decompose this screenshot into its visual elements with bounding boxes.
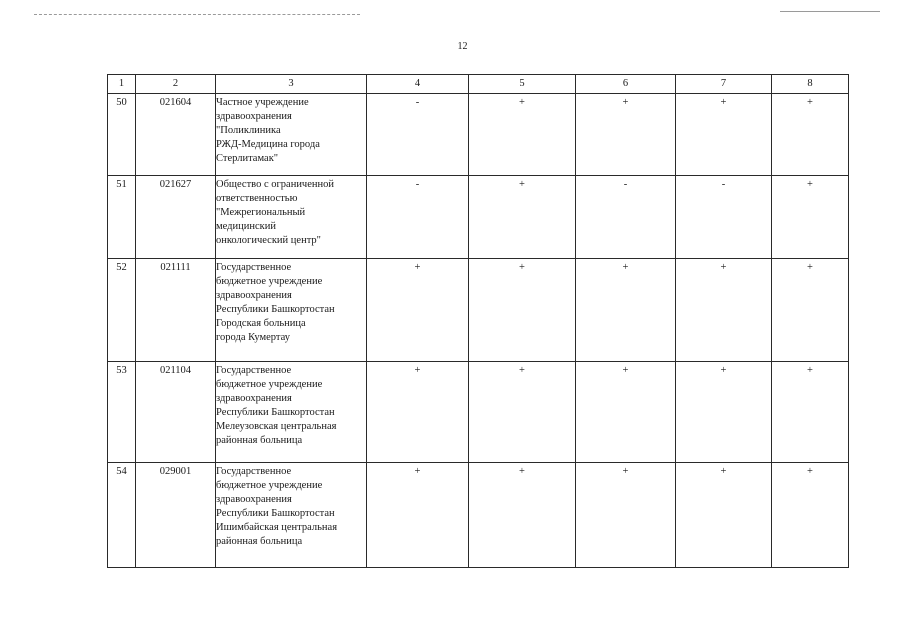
mark-col-8: +	[772, 463, 849, 568]
table-row	[108, 463, 849, 568]
mark-col-8: +	[772, 94, 849, 176]
registry-code: 021111	[136, 259, 216, 362]
organization-name-line: Республики Башкортостан	[216, 407, 335, 418]
column-header-8: 8	[772, 75, 849, 94]
row-number: 51	[108, 176, 136, 259]
column-header-6: 6	[576, 75, 676, 94]
mark-col-7: +	[676, 362, 772, 463]
mark-col-4: +	[367, 362, 469, 463]
mark-col-5: +	[469, 176, 576, 259]
column-header-4: 4	[367, 75, 469, 94]
mark-col-6: -	[576, 176, 676, 259]
organization-name	[216, 176, 367, 259]
organization-name-line: Общество с ограниченной	[216, 179, 334, 190]
mark-col-6: +	[576, 259, 676, 362]
organization-name-line: Государственное	[216, 262, 292, 273]
column-header-3: 3	[216, 75, 367, 94]
organization-name-line: города Кумертау	[216, 332, 290, 343]
registry-code: 029001	[136, 463, 216, 568]
scan-artifact-line-right	[780, 11, 880, 12]
mark-col-5: +	[469, 259, 576, 362]
table-row	[108, 176, 849, 259]
mark-col-4: +	[367, 463, 469, 568]
organization-name-line: здравоохранения	[216, 494, 292, 505]
organization-name-line: здравоохранения	[216, 393, 292, 404]
mark-col-6: +	[576, 94, 676, 176]
organization-name-line: здравоохранения	[216, 290, 292, 301]
mark-col-7: +	[676, 259, 772, 362]
organization-name-line: Республики Башкортостан	[216, 304, 335, 315]
organization-name-line: РЖД-Медицина города	[216, 139, 320, 150]
organization-name	[216, 94, 367, 176]
mark-col-7: +	[676, 463, 772, 568]
registry-code: 021627	[136, 176, 216, 259]
mark-col-5: +	[469, 463, 576, 568]
organization-name-line: онкологический центр"	[216, 235, 321, 246]
registry-code: 021604	[136, 94, 216, 176]
mark-col-7: -	[676, 176, 772, 259]
table-row	[108, 259, 849, 362]
header-row	[108, 75, 849, 94]
mark-col-4: -	[367, 94, 469, 176]
registry-code: 021104	[136, 362, 216, 463]
mark-col-8: +	[772, 176, 849, 259]
organization-name-line: Государственное	[216, 466, 292, 477]
organization-name-line: ответственностью	[216, 193, 298, 204]
organization-name-line: бюджетное учреждение	[216, 379, 323, 390]
organization-name-line: Государственное	[216, 365, 292, 376]
mark-col-5: +	[469, 362, 576, 463]
mark-col-4: +	[367, 259, 469, 362]
column-header-2: 2	[136, 75, 216, 94]
organization-name	[216, 463, 367, 568]
organization-name-line: бюджетное учреждение	[216, 480, 323, 491]
column-header-5: 5	[469, 75, 576, 94]
mark-col-5: +	[469, 94, 576, 176]
row-number: 54	[108, 463, 136, 568]
organization-name-line: медицинский	[216, 221, 276, 232]
organization-name-line: Ишимбайская центральная	[216, 522, 338, 533]
page-number: 12	[457, 41, 468, 52]
mark-col-7: +	[676, 94, 772, 176]
register-table	[107, 74, 849, 568]
row-number: 50	[108, 94, 136, 176]
mark-col-6: +	[576, 463, 676, 568]
row-number: 53	[108, 362, 136, 463]
organization-name-line: Частное учреждение	[216, 97, 309, 108]
organization-name-line: районная больница	[216, 536, 303, 547]
column-header-1: 1	[108, 75, 136, 94]
organization-name-line: "Поликлиника	[216, 125, 281, 136]
mark-col-4: -	[367, 176, 469, 259]
row-number: 52	[108, 259, 136, 362]
organization-name-line: бюджетное учреждение	[216, 276, 323, 287]
organization-name-line: Городская больница	[216, 318, 306, 329]
organization-name-line: Стерлитамак"	[216, 153, 279, 164]
organization-name	[216, 259, 367, 362]
column-header-7: 7	[676, 75, 772, 94]
table-row	[108, 362, 849, 463]
organization-name-line: Республики Башкортостан	[216, 508, 335, 519]
mark-col-6: +	[576, 362, 676, 463]
organization-name-line: районная больница	[216, 435, 303, 446]
mark-col-8: +	[772, 259, 849, 362]
table-row	[108, 94, 849, 176]
organization-name-line: Мелеузовская центральная	[216, 421, 337, 432]
organization-name	[216, 362, 367, 463]
organization-name-line: здравоохранения	[216, 111, 292, 122]
organization-name-line: "Межрегиональный	[216, 207, 306, 218]
mark-col-8: +	[772, 362, 849, 463]
scan-artifact-line-left	[34, 14, 360, 15]
